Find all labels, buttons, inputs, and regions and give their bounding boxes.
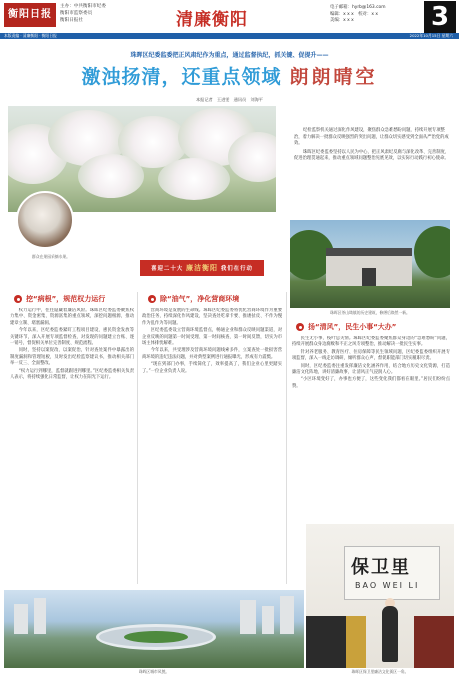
section-title: 清廉衡阳 <box>176 10 248 30</box>
street-nameplate <box>344 546 440 600</box>
sponsor-line: 衡阳市监察委员 <box>60 11 93 16</box>
headline-main: 激浊扬清，还重点领域 <box>81 66 282 88</box>
sponsor-line: 主办：中共衡阳市纪委 <box>60 4 106 9</box>
section-heading-text: 扬“清风”，民生小事“大办” <box>308 323 397 331</box>
headline-accent: 朗朗晴空 <box>289 66 378 88</box>
blossom-cluster <box>228 132 276 182</box>
portrait-inset-photo <box>16 191 74 249</box>
nameplate-pinyin: BAO WEI LI <box>355 581 420 590</box>
section-2-body <box>142 308 282 586</box>
body-paragraph: 营商环境是发展的生命线。珠晖区纪委监委将优化营商环境作为重要政治任务，持续深化作风建设，坚决查处吃拿卡要、推诿扯皮、不作为慢作为乱作为等问题。 <box>142 308 282 326</box>
side-note-paragraph: 纪检监察机关通过深化作风建设，聚焦群众急难愁盼问题，持续开展专项整治，着力解决一批群众反映强烈的突出问题，让群众切实感受到全面从严治党的成效。 <box>294 128 449 147</box>
city-building <box>280 596 294 634</box>
kicker-line: 珠晖区纪委监委把正风肃纪作为重点，通过监督执纪，抓关键、促提升—— <box>130 52 329 59</box>
masthead-info <box>330 5 385 25</box>
body-paragraph: 同时，坚持以案促改、以案促治，针对查处案件中暴露出的制度漏洞和管理短板，及时发出纪检监察建议书，推动相关部门举一反三、全面整改。 <box>10 348 134 367</box>
street-sign-photo <box>306 524 454 668</box>
panorama-caption: 珠晖区城市风貌。 <box>138 669 170 674</box>
meta-bar <box>0 33 459 39</box>
body-paragraph: “小区环境变好了，办事也方便了，这些变化我们都看在眼里。”居民们纷纷点赞。 <box>292 377 450 389</box>
body-paragraph: “现在到部门办事，手续简化了，效率提高了，我们企业心里更踏实了。”一位企业负责人说。 <box>142 362 282 374</box>
headline <box>0 62 459 89</box>
sponsors <box>60 3 106 24</box>
building-door <box>362 268 376 286</box>
stadium-field <box>124 631 188 643</box>
meta-left: 本版责编 · 清廉衡阳 · 衡阳日报 <box>4 33 57 38</box>
section-heading-1 <box>14 294 105 304</box>
section-heading-text: 挖“病根”，规范权力运行 <box>26 295 106 303</box>
newspaper-logo: 衡阳日报 <box>4 3 56 27</box>
tree <box>414 226 450 278</box>
body-paragraph: 针对养老服务、教育医疗、住房保障等民生领域问题，区纪委监委组织开展专项监督，深入一线走访调研，倾听群众心声，督促职能部门切实履职尽责。 <box>292 349 450 362</box>
body-paragraph: 今年以来，共受理涉及营商环境问题线索多件，立案查处一批损害营商环境的违纪违法问题，并对典型案例进行通报曝光，形成有力震慑。 <box>142 348 282 360</box>
city-building <box>14 604 28 634</box>
page-number: 3 <box>424 1 456 33</box>
nameplate-text: 保卫里 <box>351 557 411 578</box>
section-1-body <box>10 308 134 586</box>
body-paragraph: 同时，区纪委监委注重发挥廉洁文化涵养作用，结合地方历史文化资源，打造廉洁文化阵地，讲好清廉故事，让清风正气浸润人心。 <box>292 363 450 376</box>
body-paragraph: 民生无小事，枝叶总关情。珠晖区纪委监委聚焦群众身边的“急难愁盼”问题，持续开展群众身边腐败和不正之风专项整治，推动解决一批民生实事。 <box>292 336 450 348</box>
banner-gold: 廉洁衡阳 <box>186 263 218 272</box>
sign-caption: 珠晖区保卫里廉洁文化街区一角。 <box>351 669 409 674</box>
person-figure <box>382 606 398 662</box>
byline: 本报记者 王进雯 通讯员 刘海平 <box>195 97 263 102</box>
info-line: 美编：x x x <box>330 18 354 23</box>
section-heading-2 <box>148 294 239 304</box>
wall-stripe <box>306 616 346 668</box>
section-heading-text: 除“油气”，净化营商环境 <box>160 295 240 303</box>
info-line: 电子邮箱：hyrb@163.com <box>330 5 386 10</box>
body-paragraph: 权力运行中，往往隐藏着廉洁风险。珠晖区纪委监委聚焦权力集中、资金密集、资源富集的重点领域，深挖问题根源，推动建章立制、堵塞漏洞。 <box>10 308 134 326</box>
side-note-paragraph: 珠晖区纪委监委坚持以人民为中心，把正风肃纪反腐与深化改革、完善制度、促进治理贯通起来，推动重点领域问题整治见底见效，以实际行动践行初心使命。 <box>294 149 450 162</box>
column-rule <box>137 292 138 584</box>
wall-stripe <box>414 616 454 668</box>
masthead <box>0 0 459 36</box>
side-note <box>294 128 450 165</box>
section-bullet-icon <box>14 295 22 303</box>
banner-left: 喜迎二十大 <box>151 266 184 272</box>
info-line: 编辑：x x x 校对：x x <box>330 11 378 17</box>
banner-right: 我们在行动 <box>220 266 253 272</box>
historic-building-photo <box>290 220 450 308</box>
sponsor-line: 衡阳日报社 <box>60 18 83 23</box>
section-3-body <box>292 336 450 520</box>
city-panorama-photo <box>4 590 304 668</box>
body-paragraph: “权力运行到哪里，监督就跟进到哪里。”区纪委监委相关负责人表示，将持续强化日常监督，让权力在阳光下运行。 <box>10 368 134 381</box>
building-caption: 珠晖区茶山坳镇的历史建筑，修缮后焕然一新。 <box>330 310 410 315</box>
section-heading-3 <box>296 322 396 332</box>
body-paragraph: 今年以来，区纪委监委紧盯工程项目建设、惠民资金发放等关键环节，深入开展专项监督检查，对发现的问题建立台账、逐一销号，督促相关单位完善制度、规范流程。 <box>10 328 134 347</box>
column-rule <box>286 292 287 584</box>
body-paragraph: 区纪委监委设立营商环境监督点，畅通企业和群众反映问题渠道，对企业反映的问题第一时间受理、第一时间核查、第一时间反馈，切实为市场主体排忧解难。 <box>142 328 282 347</box>
blossom-cluster <box>158 158 230 200</box>
city-building <box>34 598 46 634</box>
city-building <box>240 600 256 634</box>
wall-stripe <box>346 616 366 668</box>
issue-date: 2022年10月15日 星期六 <box>409 33 453 38</box>
blossom-cluster <box>78 154 144 198</box>
city-building <box>262 606 274 634</box>
section-bullet-icon <box>148 295 156 303</box>
section-bullet-icon <box>296 323 304 331</box>
campaign-banner <box>140 260 264 276</box>
inset-caption: 群众在果园采摘水果。 <box>32 254 70 259</box>
